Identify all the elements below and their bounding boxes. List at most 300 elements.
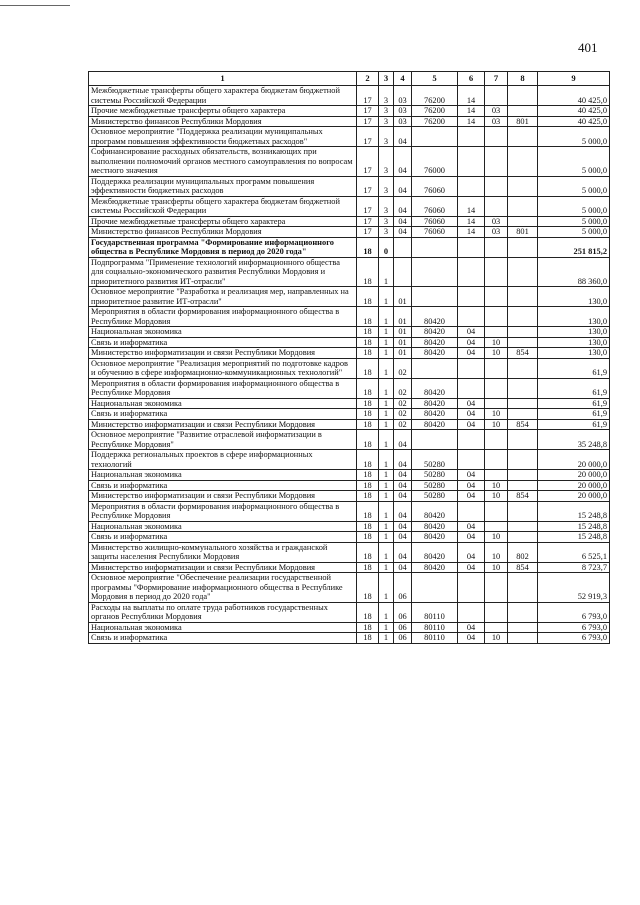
amount-cell: 20 000,0 [538,480,610,491]
code-cell: 03 [485,216,508,227]
amount-cell: 130,0 [538,348,610,359]
table-row [89,450,610,470]
table-row [89,573,610,603]
code-cell [508,430,538,450]
code-cell: 17 [357,86,379,106]
code-cell: 03 [485,227,508,238]
code-cell: 10 [485,419,508,430]
amount-cell: 35 248,8 [538,430,610,450]
code-cell: 18 [357,327,379,338]
code-cell: 80420 [412,307,458,327]
amount-cell: 5 000,0 [538,216,610,227]
code-cell: 17 [357,106,379,117]
code-cell [412,237,458,257]
code-cell: 14 [458,216,485,227]
code-cell: 1 [379,337,394,348]
amount-cell: 61,9 [538,378,610,398]
code-cell: 50280 [412,480,458,491]
code-cell: 18 [357,532,379,543]
code-cell: 04 [394,147,412,177]
code-cell [508,358,538,378]
table-row [89,348,610,359]
code-cell: 1 [379,450,394,470]
amount-cell: 61,9 [538,398,610,409]
code-cell [508,237,538,257]
row-name-cell: Поддержка реализации муниципальных программ повышения эффективности бюджетных расходов [89,176,357,196]
row-name-cell: Поддержка региональных проектов в сфере информационных технологий [89,450,357,470]
column-header: 4 [394,72,412,86]
code-cell: 18 [357,398,379,409]
row-name-cell: Расходы на выплаты по оплате труда работников государственных органов Республики Мордовия [89,602,357,622]
amount-cell: 61,9 [538,409,610,420]
code-cell: 1 [379,358,394,378]
amount-cell: 40 425,0 [538,106,610,117]
row-name-cell: Национальная экономика [89,398,357,409]
code-cell [485,176,508,196]
amount-cell: 20 000,0 [538,450,610,470]
table-body [89,86,610,644]
code-cell: 80420 [412,398,458,409]
code-cell [485,378,508,398]
code-cell: 1 [379,419,394,430]
code-cell [508,196,538,216]
code-cell: 3 [379,86,394,106]
row-name-cell: Министерство финансов Республики Мордовия [89,227,357,238]
code-cell [458,378,485,398]
code-cell [485,521,508,532]
column-header: 9 [538,72,610,86]
row-name-cell: Прочие межбюджетные трансферты общего характера [89,216,357,227]
code-cell [458,147,485,177]
code-cell: 17 [357,176,379,196]
code-cell: 03 [485,116,508,127]
code-cell: 18 [357,501,379,521]
code-cell: 04 [394,491,412,502]
code-cell: 04 [458,327,485,338]
table-row [89,196,610,216]
code-cell: 3 [379,227,394,238]
code-cell: 76060 [412,227,458,238]
amount-cell: 6 793,0 [538,622,610,633]
code-cell: 04 [458,521,485,532]
code-cell: 04 [458,542,485,562]
code-cell: 06 [394,573,412,603]
table-header-row [89,72,610,86]
row-name-cell: Основное мероприятие "Обеспечение реализации государственной программы "Формирование информационного общества в Республике Мордовия в период до 2020 года" [89,573,357,603]
row-name-cell: Министерство информатизации и связи Республики Мордовия [89,348,357,359]
table-row [89,409,610,420]
table-row [89,542,610,562]
code-cell [508,106,538,117]
code-cell: 854 [508,348,538,359]
page-number: 401 [578,40,598,55]
table-row [89,562,610,573]
code-cell: 18 [357,562,379,573]
code-cell: 18 [357,542,379,562]
code-cell [458,176,485,196]
code-cell: 1 [379,470,394,481]
code-cell: 04 [394,176,412,196]
code-cell: 17 [357,196,379,216]
row-name-cell: Связь и информатика [89,409,357,420]
code-cell: 3 [379,147,394,177]
code-cell [485,257,508,287]
code-cell: 01 [394,337,412,348]
code-cell: 18 [357,257,379,287]
table-row [89,106,610,117]
code-cell: 3 [379,216,394,227]
code-cell: 10 [485,409,508,420]
code-cell: 06 [394,633,412,644]
code-cell: 854 [508,491,538,502]
code-cell: 17 [357,127,379,147]
code-cell [458,501,485,521]
amount-cell: 61,9 [538,358,610,378]
row-name-cell: Национальная экономика [89,521,357,532]
code-cell: 80420 [412,409,458,420]
amount-cell: 130,0 [538,307,610,327]
code-cell: 80420 [412,337,458,348]
code-cell: 1 [379,521,394,532]
code-cell [485,602,508,622]
code-cell: 04 [394,227,412,238]
code-cell [485,307,508,327]
code-cell: 03 [394,106,412,117]
amount-cell: 20 000,0 [538,491,610,502]
table-row [89,622,610,633]
code-cell [485,398,508,409]
table-row [89,398,610,409]
code-cell: 80110 [412,622,458,633]
code-cell: 1 [379,602,394,622]
code-cell: 1 [379,573,394,603]
code-cell: 04 [458,348,485,359]
row-name-cell: Связь и информатика [89,337,357,348]
code-cell [458,307,485,327]
row-name-cell: Национальная экономика [89,470,357,481]
code-cell: 1 [379,287,394,307]
code-cell: 04 [458,633,485,644]
row-name-cell: Связь и информатика [89,480,357,491]
code-cell: 04 [458,419,485,430]
code-cell: 02 [394,358,412,378]
code-cell: 01 [394,287,412,307]
row-name-cell: Мероприятия в области формирования информационного общества в Республике Мордовия [89,378,357,398]
code-cell: 04 [394,532,412,543]
code-cell: 18 [357,622,379,633]
amount-cell: 130,0 [538,327,610,338]
code-cell: 03 [394,86,412,106]
code-cell: 1 [379,430,394,450]
table-row [89,307,610,327]
code-cell [458,358,485,378]
table-row [89,147,610,177]
code-cell [508,327,538,338]
code-cell: 18 [357,419,379,430]
table-row [89,86,610,106]
code-cell: 18 [357,430,379,450]
code-cell: 801 [508,227,538,238]
code-cell: 76200 [412,106,458,117]
code-cell: 18 [357,337,379,348]
table-row [89,358,610,378]
code-cell: 10 [485,491,508,502]
code-cell [508,501,538,521]
code-cell: 1 [379,307,394,327]
row-name-cell: Мероприятия в области формирования информационного общества в Республике Мордовия [89,501,357,521]
code-cell: 50280 [412,491,458,502]
row-name-cell: Основное мероприятие "Развитие отраслевой информатизации в Республике Мордовия" [89,430,357,450]
code-cell: 80420 [412,532,458,543]
code-cell [508,127,538,147]
column-header: 3 [379,72,394,86]
amount-cell: 88 360,0 [538,257,610,287]
code-cell: 04 [394,196,412,216]
code-cell [412,430,458,450]
code-cell: 01 [394,348,412,359]
table-row [89,116,610,127]
amount-cell: 52 919,3 [538,573,610,603]
row-name-cell: Национальная экономика [89,327,357,338]
table-row [89,227,610,238]
amount-cell: 20 000,0 [538,470,610,481]
code-cell: 80420 [412,378,458,398]
code-cell: 1 [379,327,394,338]
amount-cell: 15 248,8 [538,501,610,521]
code-cell: 04 [458,398,485,409]
row-name-cell: Министерство информатизации и связи Республики Мордовия [89,419,357,430]
table-row [89,327,610,338]
code-cell: 17 [357,227,379,238]
code-cell: 18 [357,287,379,307]
code-cell [485,430,508,450]
code-cell [508,176,538,196]
row-name-cell: Национальная экономика [89,622,357,633]
code-cell: 10 [485,337,508,348]
code-cell: 04 [394,430,412,450]
code-cell: 04 [458,622,485,633]
code-cell: 1 [379,409,394,420]
code-cell: 76060 [412,196,458,216]
code-cell [458,287,485,307]
code-cell: 14 [458,116,485,127]
budget-table [88,71,610,644]
code-cell: 10 [485,480,508,491]
code-cell [508,287,538,307]
code-cell: 76060 [412,176,458,196]
code-cell: 18 [357,480,379,491]
code-cell: 80420 [412,542,458,562]
table-row [89,491,610,502]
code-cell: 18 [357,521,379,532]
code-cell: 1 [379,532,394,543]
code-cell: 02 [394,419,412,430]
row-name-cell: Связь и информатика [89,532,357,543]
table-row [89,216,610,227]
code-cell: 1 [379,633,394,644]
code-cell [508,216,538,227]
code-cell: 04 [458,480,485,491]
code-cell: 04 [394,480,412,491]
amount-cell: 130,0 [538,287,610,307]
code-cell: 18 [357,378,379,398]
code-cell [508,398,538,409]
code-cell: 10 [485,633,508,644]
table-row [89,419,610,430]
code-cell [458,237,485,257]
code-cell: 76060 [412,216,458,227]
column-header: 5 [412,72,458,86]
amount-cell: 40 425,0 [538,116,610,127]
code-cell: 3 [379,127,394,147]
code-cell: 04 [394,501,412,521]
code-cell [508,480,538,491]
code-cell [485,358,508,378]
row-name-cell: Софинансирование расходных обязательств, возникающих при выполнении полномочий органов местного самоуправления по вопросам местного значения [89,147,357,177]
code-cell [458,573,485,603]
code-cell [508,307,538,327]
amount-cell: 5 000,0 [538,176,610,196]
code-cell [485,327,508,338]
code-cell: 18 [357,237,379,257]
code-cell: 1 [379,348,394,359]
code-cell: 1 [379,491,394,502]
row-name-cell: Основное мероприятие "Разработка и реализация мер, направленных на приоритетное развитие ИТ-отрасли" [89,287,357,307]
code-cell [412,257,458,287]
code-cell: 02 [394,409,412,420]
code-cell: 3 [379,116,394,127]
row-name-cell: Межбюджетные трансферты общего характера бюджетам бюджетной системы Российской Федерации [89,86,357,106]
code-cell: 1 [379,562,394,573]
code-cell [412,358,458,378]
code-cell [508,257,538,287]
row-name-cell: Основное мероприятие "Реализация мероприятий по подготовке кадров и обучению в сфере информационно-коммуникационных технологий" [89,358,357,378]
code-cell: 802 [508,542,538,562]
code-cell: 04 [394,127,412,147]
code-cell: 01 [394,307,412,327]
code-cell: 18 [357,358,379,378]
code-cell: 80420 [412,562,458,573]
amount-cell: 6 793,0 [538,633,610,644]
column-header: 1 [89,72,357,86]
code-cell: 04 [394,542,412,562]
column-header: 6 [458,72,485,86]
code-cell: 1 [379,542,394,562]
code-cell: 02 [394,378,412,398]
code-cell: 18 [357,602,379,622]
code-cell: 04 [458,491,485,502]
code-cell: 76200 [412,116,458,127]
code-cell [508,409,538,420]
code-cell: 03 [394,116,412,127]
amount-cell: 251 815,2 [538,237,610,257]
table-row [89,237,610,257]
code-cell: 18 [357,470,379,481]
code-cell [508,86,538,106]
code-cell: 18 [357,573,379,603]
code-cell: 76000 [412,147,458,177]
code-cell [485,287,508,307]
amount-cell: 5 000,0 [538,227,610,238]
code-cell: 14 [458,106,485,117]
code-cell [458,602,485,622]
row-name-cell: Связь и информатика [89,633,357,644]
code-cell: 80420 [412,327,458,338]
code-cell [508,378,538,398]
code-cell: 10 [485,348,508,359]
code-cell [394,257,412,287]
table-row [89,430,610,450]
code-cell [485,86,508,106]
code-cell: 80420 [412,348,458,359]
code-cell [508,470,538,481]
code-cell [485,450,508,470]
code-cell: 01 [394,327,412,338]
code-cell: 10 [485,542,508,562]
code-cell [485,622,508,633]
code-cell: 04 [458,562,485,573]
code-cell: 14 [458,227,485,238]
row-name-cell: Министерство информатизации и связи Республики Мордовия [89,491,357,502]
code-cell: 0 [379,237,394,257]
row-name-cell: Министерство информатизации и связи Республики Мордовия [89,562,357,573]
code-cell: 04 [394,216,412,227]
amount-cell: 15 248,8 [538,532,610,543]
table-row [89,257,610,287]
code-cell [485,501,508,521]
code-cell [412,127,458,147]
code-cell: 04 [458,470,485,481]
table-row [89,521,610,532]
amount-cell: 5 000,0 [538,127,610,147]
code-cell: 04 [458,409,485,420]
amount-cell: 8 723,7 [538,562,610,573]
row-name-cell: Межбюджетные трансферты общего характера бюджетам бюджетной системы Российской Федерации [89,196,357,216]
code-cell: 1 [379,378,394,398]
code-cell: 18 [357,348,379,359]
code-cell: 80420 [412,419,458,430]
corner-rule [0,5,70,6]
table-row [89,602,610,622]
amount-cell: 6 525,1 [538,542,610,562]
table-row [89,337,610,348]
code-cell: 06 [394,622,412,633]
code-cell: 04 [394,521,412,532]
code-cell [485,196,508,216]
column-header: 7 [485,72,508,86]
code-cell: 02 [394,398,412,409]
code-cell: 10 [485,532,508,543]
amount-cell: 130,0 [538,337,610,348]
code-cell: 80420 [412,501,458,521]
code-cell: 1 [379,398,394,409]
row-name-cell: Основное мероприятие "Поддержка реализации муниципальных программ повышения эффективности бюджетных расходов" [89,127,357,147]
code-cell [485,147,508,177]
code-cell: 04 [394,562,412,573]
code-cell: 1 [379,257,394,287]
code-cell: 04 [458,337,485,348]
code-cell: 17 [357,147,379,177]
code-cell: 18 [357,409,379,420]
column-header: 8 [508,72,538,86]
row-name-cell: Прочие межбюджетные трансферты общего характера [89,106,357,117]
code-cell: 80420 [412,521,458,532]
code-cell: 3 [379,106,394,117]
code-cell: 854 [508,562,538,573]
table-row [89,127,610,147]
row-name-cell: Подпрограмма "Применение технологий информационного общества для социально-экономического развития Республики Мордовия и приоритетного развития ИТ-отрасли" [89,257,357,287]
table-row [89,378,610,398]
